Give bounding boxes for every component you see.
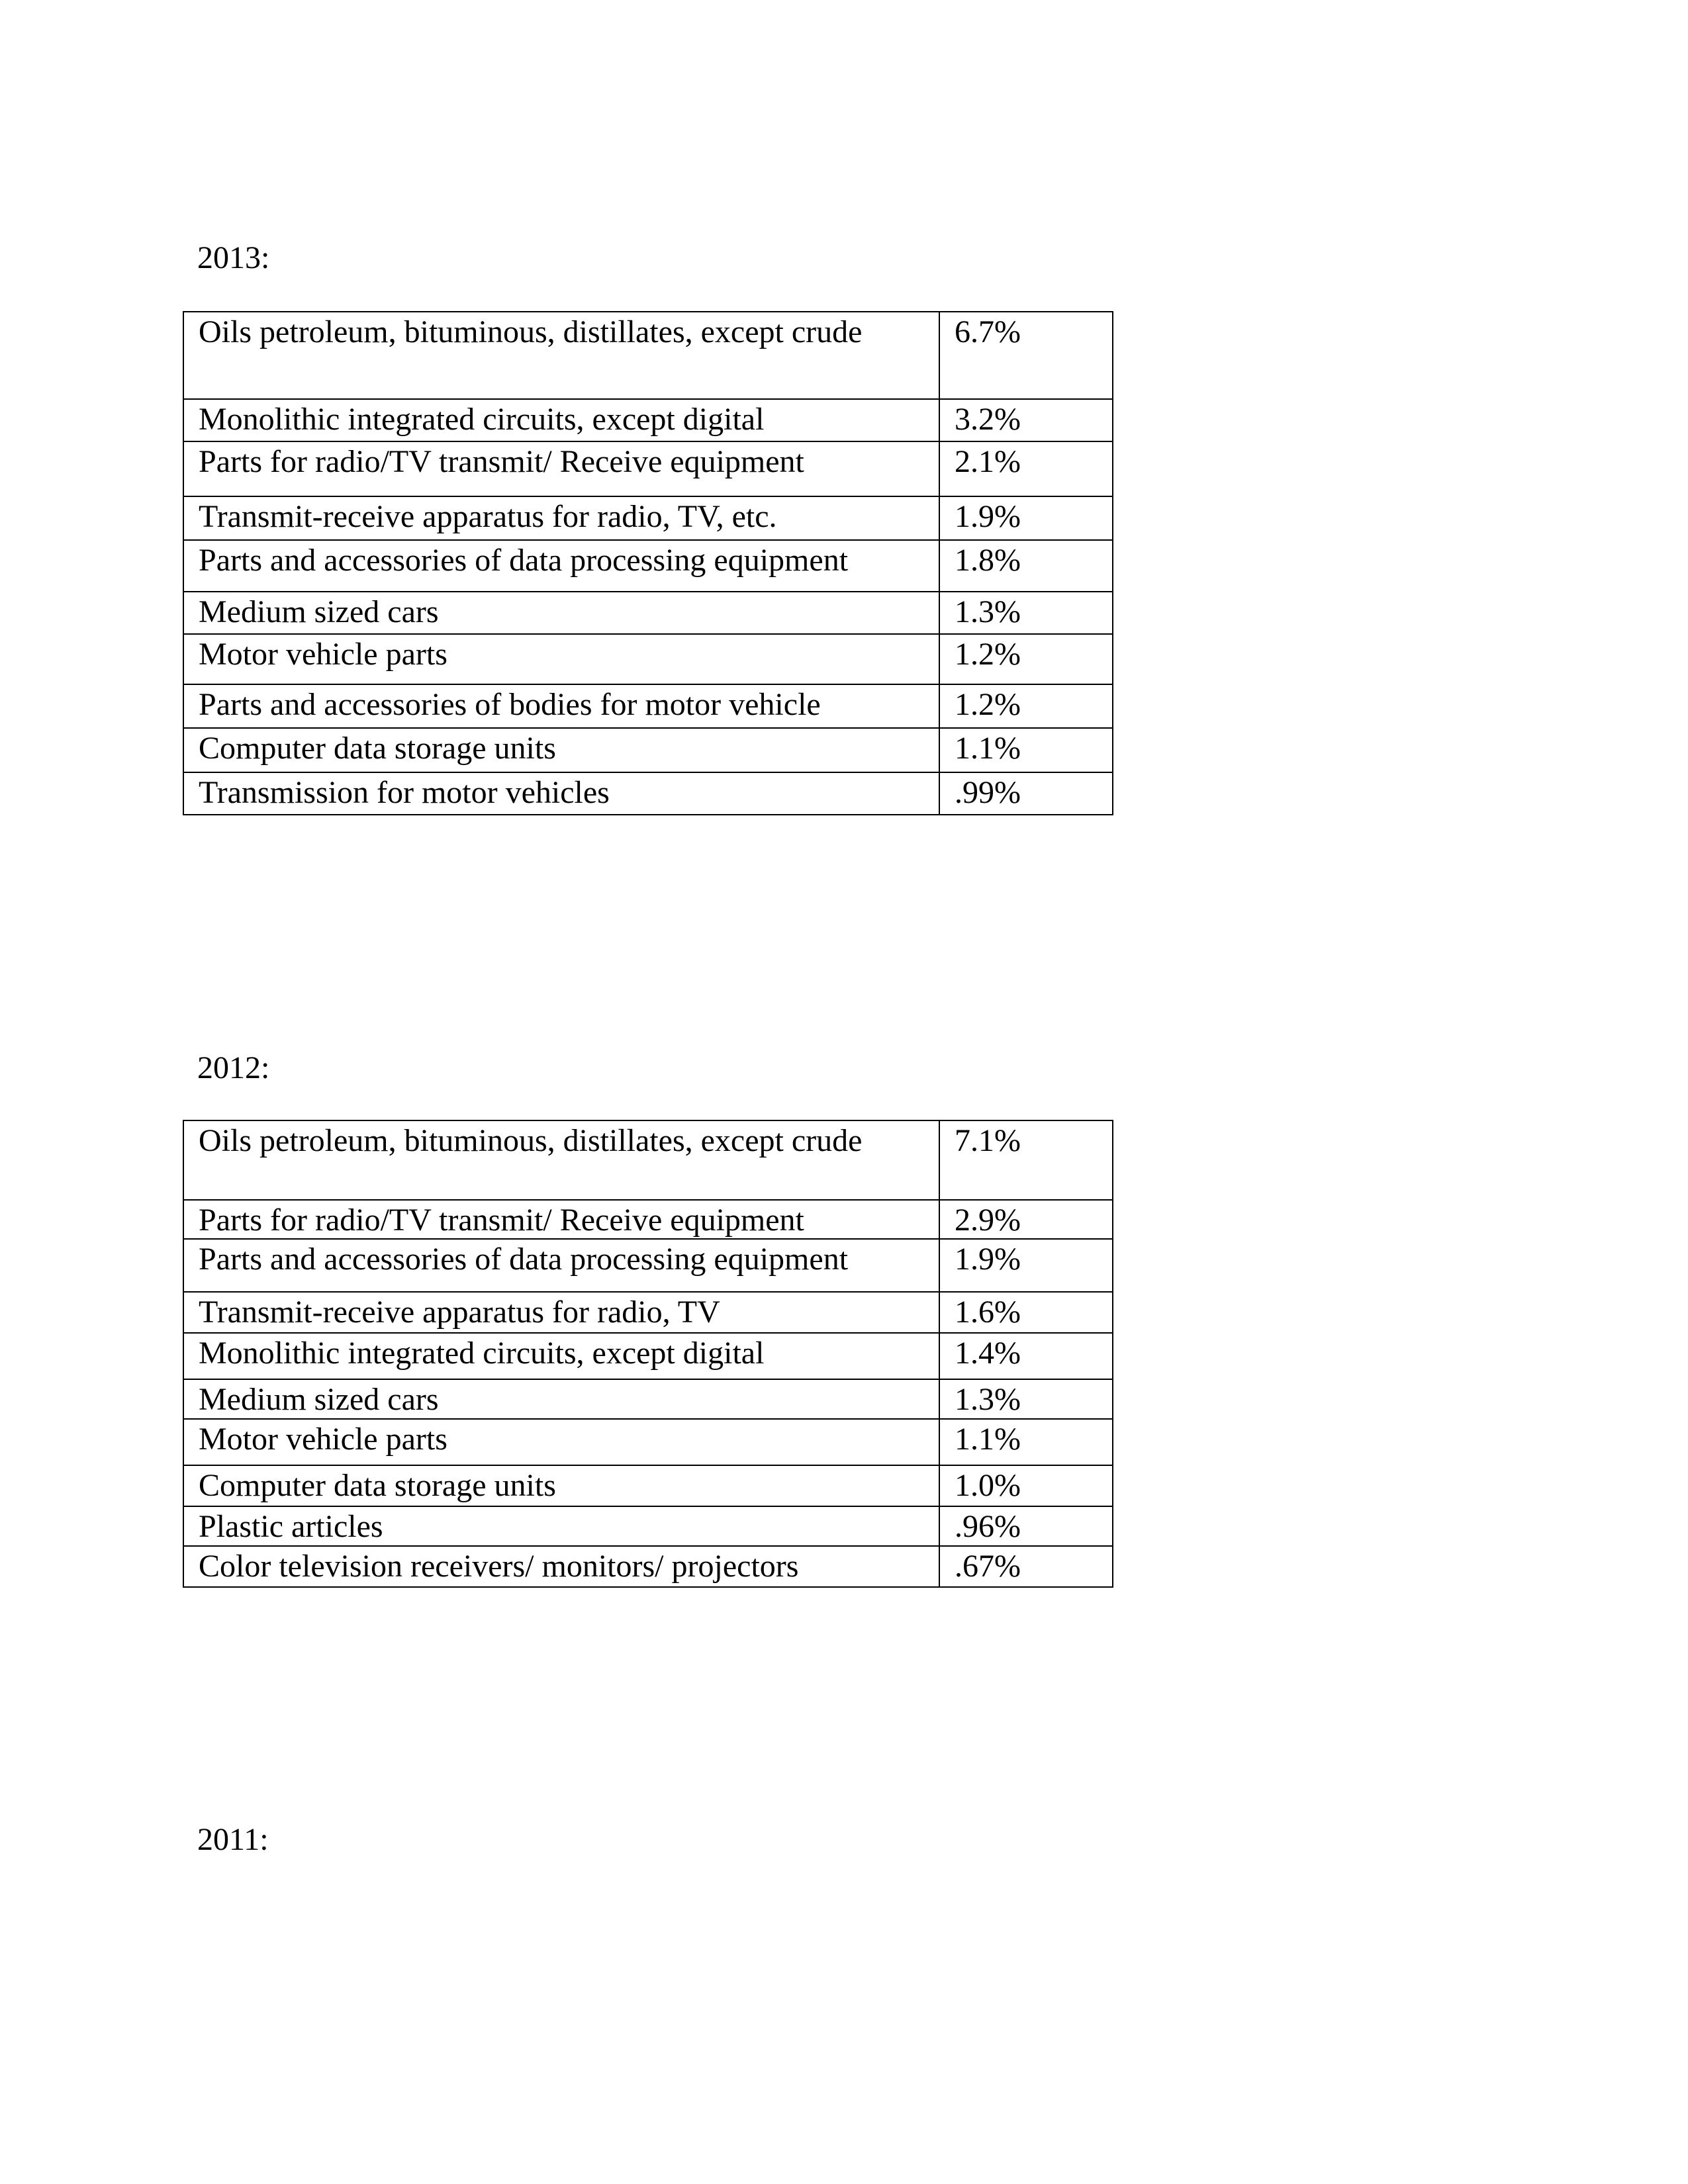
table-row: [183, 496, 1113, 540]
year-heading-2011: 2011:: [197, 1822, 269, 1857]
table-row: [183, 1419, 1113, 1465]
table-row: [183, 1239, 1113, 1292]
item-cell: Parts for radio/TV transmit/ Receive equipment: [183, 441, 939, 496]
value-cell: 1.9%: [939, 1239, 1113, 1292]
table-row: [183, 1120, 1113, 1200]
table-row: [183, 441, 1113, 496]
value-cell: 1.3%: [939, 1379, 1113, 1419]
item-cell: Parts and accessories of bodies for motor vehicle: [183, 684, 939, 728]
exports-table-2012: [183, 1120, 1113, 1588]
table-row: [183, 634, 1113, 684]
item-cell: Plastic articles: [183, 1506, 939, 1546]
table-row: [183, 772, 1113, 815]
item-cell: Transmit-receive apparatus for radio, TV: [183, 1292, 939, 1333]
item-cell: Motor vehicle parts: [183, 1419, 939, 1465]
table-row: [183, 540, 1113, 592]
item-cell: Computer data storage units: [183, 1465, 939, 1506]
item-cell: Motor vehicle parts: [183, 634, 939, 684]
value-cell: 1.0%: [939, 1465, 1113, 1506]
item-cell: Monolithic integrated circuits, except digital: [183, 399, 939, 441]
table-row: [183, 312, 1113, 399]
table-row: [183, 684, 1113, 728]
table-row: [183, 728, 1113, 772]
table-row: [183, 592, 1113, 634]
value-cell: 1.1%: [939, 1419, 1113, 1465]
value-cell: 7.1%: [939, 1120, 1113, 1200]
year-heading-2012: 2012:: [197, 1050, 270, 1085]
value-cell: 1.3%: [939, 592, 1113, 634]
item-cell: Medium sized cars: [183, 592, 939, 634]
value-cell: 1.2%: [939, 634, 1113, 684]
value-cell: 6.7%: [939, 312, 1113, 399]
item-cell: Parts and accessories of data processing equipment: [183, 540, 939, 592]
value-cell: 3.2%: [939, 399, 1113, 441]
item-cell: Parts and accessories of data processing equipment: [183, 1239, 939, 1292]
value-cell: 1.2%: [939, 684, 1113, 728]
year-heading-2013: 2013:: [197, 240, 270, 275]
table-row: [183, 1333, 1113, 1379]
item-cell: Transmission for motor vehicles: [183, 772, 939, 815]
item-cell: Computer data storage units: [183, 728, 939, 772]
table-row: [183, 399, 1113, 441]
value-cell: 1.1%: [939, 728, 1113, 772]
value-cell: 1.6%: [939, 1292, 1113, 1333]
table-row: [183, 1379, 1113, 1419]
table-row: [183, 1465, 1113, 1506]
value-cell: 2.1%: [939, 441, 1113, 496]
exports-table-2013: [183, 311, 1113, 815]
value-cell: .67%: [939, 1546, 1113, 1587]
item-cell: Color television receivers/ monitors/ projectors: [183, 1546, 939, 1587]
item-cell: Oils petroleum, bituminous, distillates, except crude: [183, 1120, 939, 1200]
value-cell: .99%: [939, 772, 1113, 815]
value-cell: 1.9%: [939, 496, 1113, 540]
table-row: [183, 1200, 1113, 1239]
value-cell: 1.8%: [939, 540, 1113, 592]
item-cell: Monolithic integrated circuits, except digital: [183, 1333, 939, 1379]
value-cell: 1.4%: [939, 1333, 1113, 1379]
item-cell: Parts for radio/TV transmit/ Receive equipment: [183, 1200, 939, 1239]
table-row: [183, 1292, 1113, 1333]
table-row: [183, 1506, 1113, 1546]
item-cell: Transmit-receive apparatus for radio, TV, etc.: [183, 496, 939, 540]
value-cell: 2.9%: [939, 1200, 1113, 1239]
table-row: [183, 1546, 1113, 1587]
item-cell: Medium sized cars: [183, 1379, 939, 1419]
value-cell: .96%: [939, 1506, 1113, 1546]
item-cell: Oils petroleum, bituminous, distillates, except crude: [183, 312, 939, 399]
